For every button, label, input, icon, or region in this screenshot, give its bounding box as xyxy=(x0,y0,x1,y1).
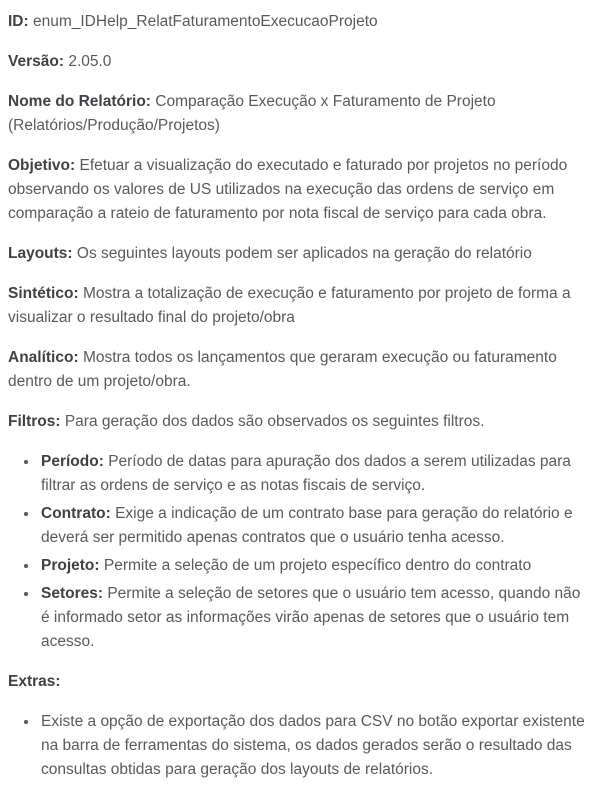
field-id-label: ID: xyxy=(8,13,29,30)
field-id-value: enum_IDHelp_RelatFaturamentoExecucaoProjeto xyxy=(32,13,378,30)
field-objetivo-label: Objetivo: xyxy=(8,157,76,174)
field-nome-relatorio-label: Nome do Relatório: xyxy=(8,93,151,110)
field-objetivo-value: Efetuar a visualização do executado e faturado por projetos no período observando os valores de US utilizados na execução das ordens de serviço em comparação a rateio de faturamento por nota fiscal de serviço para cada obra. xyxy=(8,157,568,222)
field-layouts xyxy=(8,242,592,266)
field-nome-relatorio xyxy=(8,90,592,138)
field-layouts-label: Layouts: xyxy=(8,245,73,262)
field-extras-label: Extras: xyxy=(8,673,61,690)
filter-projeto-label: Projeto: xyxy=(41,557,100,574)
filter-periodo-label: Período: xyxy=(41,453,104,470)
list-item-extras-csv xyxy=(39,710,592,782)
field-objetivo xyxy=(8,154,592,226)
field-analitico-value: Mostra todos os lançamentos que geraram execução ou faturamento dentro de um projeto/obra. xyxy=(8,349,557,390)
field-sintetico-value: Mostra a totalização de execução e faturamento por projeto de forma a visualizar o resultado final do projeto/obra xyxy=(8,285,571,326)
field-filtros-label: Filtros: xyxy=(8,413,61,430)
filter-projeto-text: Permite a seleção de um projeto específico dentro do contrato xyxy=(103,557,532,574)
field-layouts-value: Os seguintes layouts podem ser aplicados na geração do relatório xyxy=(76,245,532,262)
filter-contrato-label: Contrato: xyxy=(41,505,111,522)
field-analitico-label: Analítico: xyxy=(8,349,79,366)
list-item-projeto xyxy=(39,554,592,578)
filter-setores-label: Setores: xyxy=(41,585,104,602)
extras-list xyxy=(8,710,592,782)
list-item-periodo xyxy=(39,450,592,498)
field-id xyxy=(8,10,592,34)
field-filtros xyxy=(8,410,592,434)
field-versao-value: 2.05.0 xyxy=(68,53,112,70)
field-versao-label: Versão: xyxy=(8,53,65,70)
field-versao xyxy=(8,50,592,74)
field-extras xyxy=(8,670,592,694)
field-analitico xyxy=(8,346,592,394)
field-sintetico xyxy=(8,282,592,330)
filters-list xyxy=(8,450,592,654)
filter-periodo-text: Período de datas para apuração dos dados a serem utilizadas para filtrar as ordens de serviço e as notas fiscais de serviço. xyxy=(41,453,571,494)
list-item-contrato xyxy=(39,502,592,550)
extras-csv-text: Existe a opção de exportação dos dados para CSV no botão exportar existente na barra de ferramentas do sistema, os dados gerados serão o resultado das consultas obtidas para geração dos layouts de relatórios. xyxy=(41,713,585,778)
field-filtros-value: Para geração dos dados são observados os seguintes filtros. xyxy=(64,413,485,430)
filter-contrato-text: Exige a indicação de um contrato base para geração do relatório e deverá ser permitido apenas contratos que o usuário tenha acesso. xyxy=(41,505,573,546)
field-nome-relatorio-value: Comparação Execução x Faturamento de Projeto (Relatórios/Produção/Projetos) xyxy=(8,93,496,134)
list-item-setores xyxy=(39,582,592,654)
field-sintetico-label: Sintético: xyxy=(8,285,79,302)
filter-setores-text: Permite a seleção de setores que o usuário tem acesso, quando não é informado setor as informações virão apenas de setores que o usuário tem acesso. xyxy=(41,585,581,650)
